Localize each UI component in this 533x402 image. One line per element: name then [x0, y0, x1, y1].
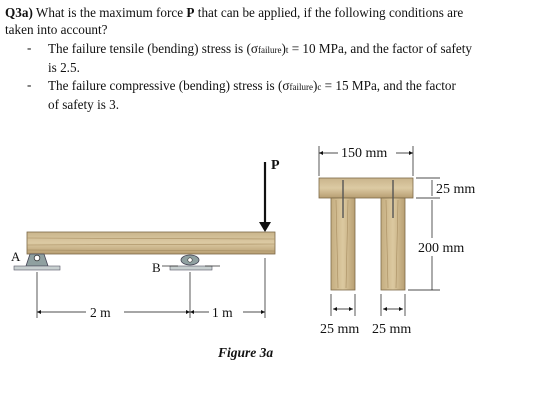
support-b-label: B [152, 260, 161, 275]
figure-caption: Figure 3a [218, 345, 274, 360]
question-text-line2: taken into account? [5, 22, 108, 37]
bullet-dash: - [27, 77, 32, 92]
span-2-label: 1 m [212, 305, 233, 320]
sigma-symbol: σ [282, 78, 290, 93]
paren-close: ) [312, 78, 318, 93]
support-b-roller [162, 255, 220, 270]
condition-tensile-line2: is 2.5. [48, 60, 80, 75]
bullet-dash: - [27, 40, 32, 55]
section-height-label: 200 mm [418, 241, 465, 256]
question-text-a: What is the maximum force [35, 5, 184, 20]
load-arrow [259, 162, 271, 232]
question-label: Q3a) [5, 5, 33, 20]
section-web-label-2: 25 mm [372, 322, 412, 337]
condition-compressive-value: = 15 MPa, and the factor [324, 78, 456, 93]
condition-tensile-prefix: The failure tensile (bending) stress is ( [48, 41, 251, 56]
span-1-label: 2 m [90, 305, 111, 320]
section-width-label: 150 mm [341, 146, 388, 161]
load-label: P [271, 158, 280, 173]
cross-section [319, 178, 413, 290]
subscript-t: t [285, 45, 289, 55]
support-a-label: A [11, 249, 21, 264]
force-symbol: P [186, 5, 195, 20]
condition-tensile-value: = 10 MPa, and the factor of safety [291, 41, 472, 56]
condition-compressive-line2: of safety is 3. [48, 97, 120, 112]
question-text-b: that can be applied, if the following conditions are [197, 5, 464, 20]
subscript-c: c [317, 82, 322, 92]
beam [27, 232, 275, 254]
condition-compressive-prefix: The failure compressive (bending) stress is ( [48, 78, 283, 93]
sigma-symbol: σ [250, 41, 258, 56]
subscript-failure: failure [289, 82, 313, 92]
section-web-label-1: 25 mm [320, 322, 360, 337]
subscript-failure: failure [258, 45, 282, 55]
paren-close: ) [281, 41, 286, 56]
support-a-pin [14, 254, 60, 270]
section-flange-label: 25 mm [436, 182, 476, 197]
